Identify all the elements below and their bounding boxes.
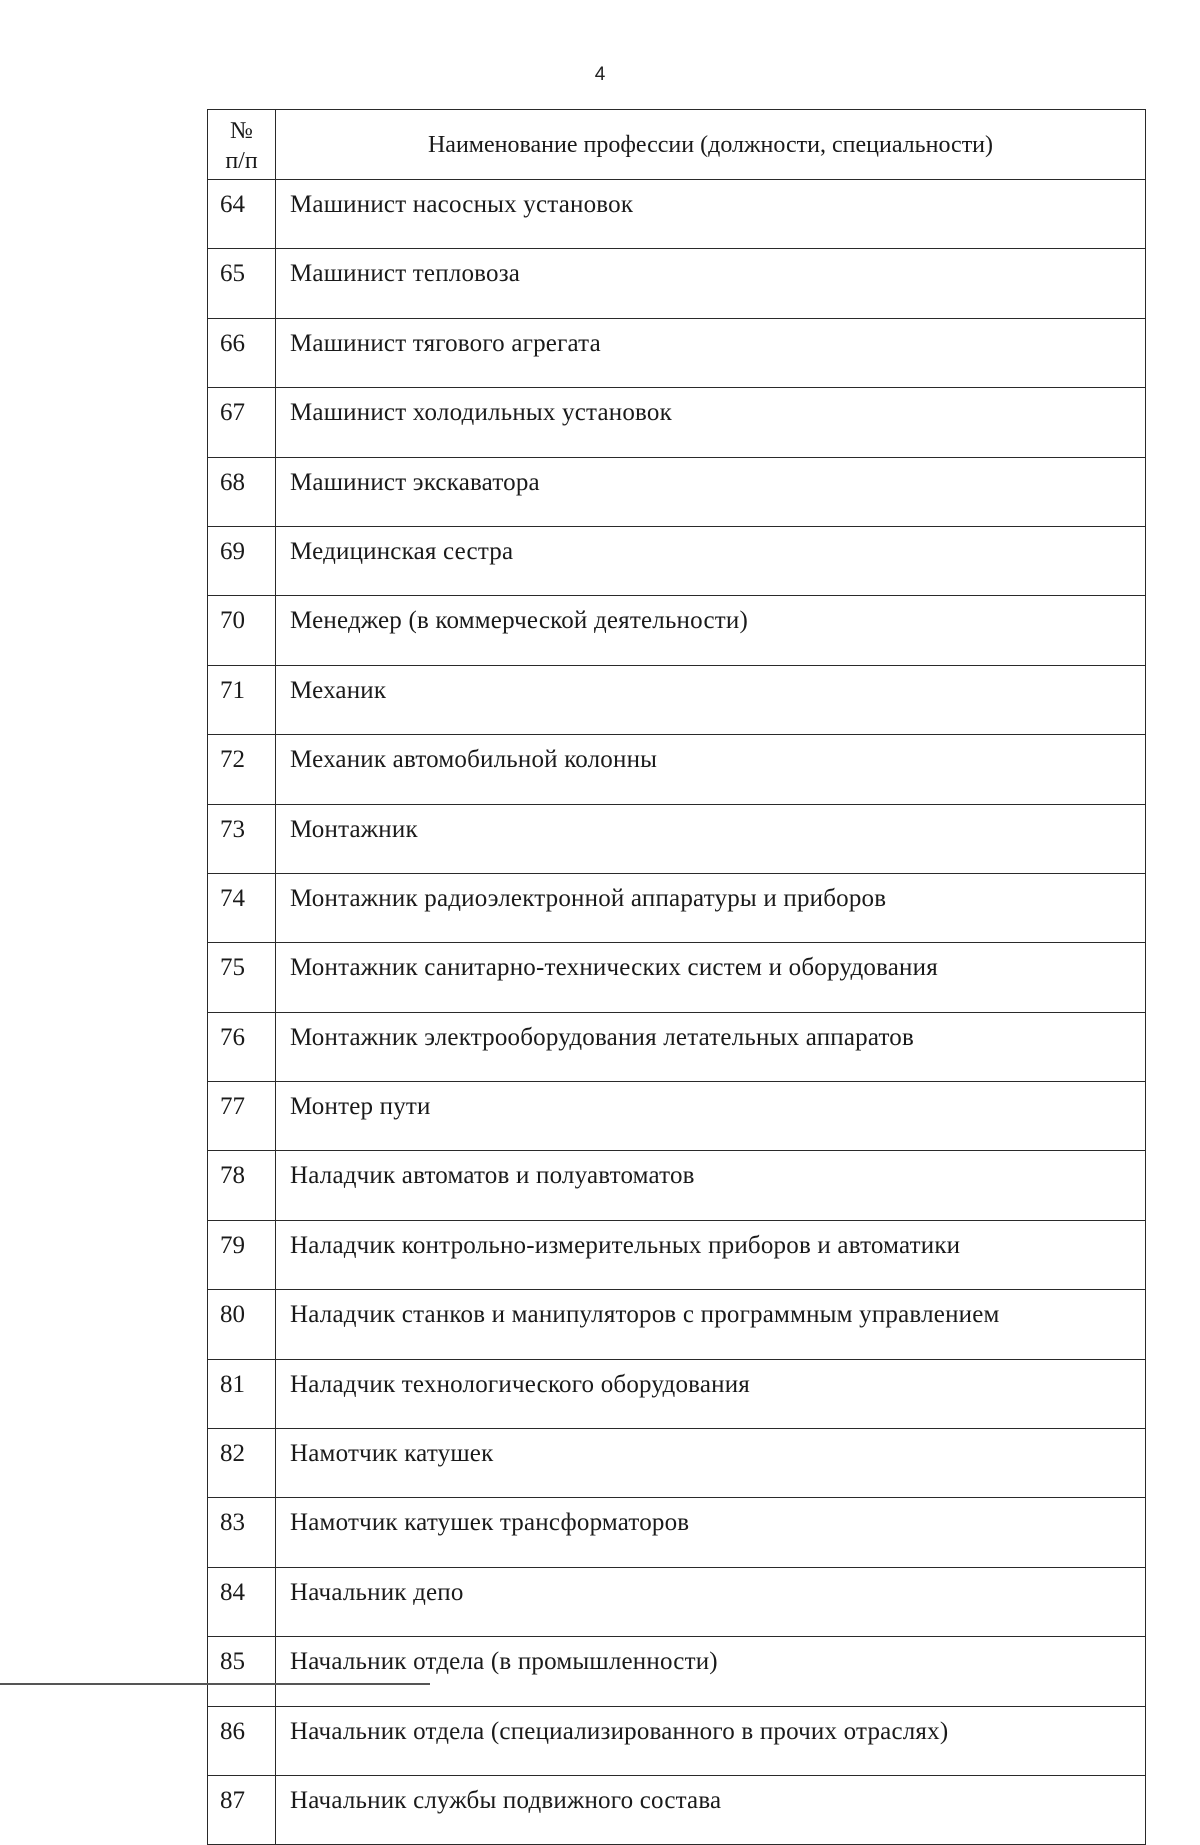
table-header: [208, 110, 1146, 180]
table-row: [208, 1775, 1146, 1844]
profession-name: Наладчик станков и манипуляторов с программным управлением: [276, 1290, 1146, 1359]
table-row: [208, 249, 1146, 318]
table-row: [208, 1012, 1146, 1081]
table-row: [208, 1151, 1146, 1220]
profession-name: Машинист тягового агрегата: [276, 318, 1146, 387]
profession-name: Монтер пути: [276, 1082, 1146, 1151]
header-name-column: Наименование профессии (должности, специальности): [276, 110, 1146, 180]
row-number: 84: [208, 1567, 276, 1636]
profession-name: Начальник отдела (специализированного в прочих отраслях): [276, 1706, 1146, 1775]
row-number: 67: [208, 388, 276, 457]
table-body: [208, 180, 1146, 1845]
row-number: 77: [208, 1082, 276, 1151]
profession-name: Механик автомобильной колонны: [276, 735, 1146, 804]
row-number: 85: [208, 1637, 276, 1706]
profession-name: Монтажник: [276, 804, 1146, 873]
row-number: 66: [208, 318, 276, 387]
table-row: [208, 596, 1146, 665]
profession-name: Наладчик автоматов и полуавтоматов: [276, 1151, 1146, 1220]
row-number: 71: [208, 665, 276, 734]
row-number: 74: [208, 873, 276, 942]
table-row: [208, 1359, 1146, 1428]
row-number: 64: [208, 180, 276, 249]
profession-name: Наладчик технологического оборудования: [276, 1359, 1146, 1428]
table-row: [208, 1290, 1146, 1359]
table-row: [208, 457, 1146, 526]
professions-table: [207, 109, 1146, 1845]
row-number: 68: [208, 457, 276, 526]
row-number: 81: [208, 1359, 276, 1428]
table-row: [208, 1082, 1146, 1151]
row-number: 65: [208, 249, 276, 318]
row-number: 72: [208, 735, 276, 804]
profession-name: Монтажник радиоэлектронной аппаратуры и приборов: [276, 873, 1146, 942]
header-row: [208, 110, 1146, 180]
profession-name: Менеджер (в коммерческой деятельности): [276, 596, 1146, 665]
page-number: 4: [594, 64, 606, 85]
table-row: [208, 943, 1146, 1012]
table-row: [208, 873, 1146, 942]
profession-name: Начальник службы подвижного состава: [276, 1775, 1146, 1844]
row-number: 75: [208, 943, 276, 1012]
profession-name: Машинист насосных установок: [276, 180, 1146, 249]
profession-name: Начальник отдела (в промышленности): [276, 1637, 1146, 1706]
table-row: [208, 1429, 1146, 1498]
profession-name: Машинист экскаватора: [276, 457, 1146, 526]
table-row: [208, 318, 1146, 387]
row-number: 78: [208, 1151, 276, 1220]
table-row: [208, 1220, 1146, 1289]
profession-name: Медицинская сестра: [276, 526, 1146, 595]
table-row: [208, 388, 1146, 457]
profession-name: Начальник депо: [276, 1567, 1146, 1636]
table-row: [208, 1637, 1146, 1706]
table-row: [208, 1567, 1146, 1636]
profession-name: Машинист тепловоза: [276, 249, 1146, 318]
table-row: [208, 735, 1146, 804]
table-row: [208, 665, 1146, 734]
table-row: [208, 1498, 1146, 1567]
profession-name: Намотчик катушек трансформаторов: [276, 1498, 1146, 1567]
table-row: [208, 804, 1146, 873]
row-number: 83: [208, 1498, 276, 1567]
table-row: [208, 526, 1146, 595]
row-number: 70: [208, 596, 276, 665]
row-number: 79: [208, 1220, 276, 1289]
profession-name: Машинист холодильных установок: [276, 388, 1146, 457]
bottom-rule: [0, 1683, 430, 1685]
profession-name: Механик: [276, 665, 1146, 734]
row-number: 73: [208, 804, 276, 873]
row-number: 69: [208, 526, 276, 595]
header-number-column: [208, 110, 276, 180]
row-number: 76: [208, 1012, 276, 1081]
profession-name: Монтажник санитарно-технических систем и оборудования: [276, 943, 1146, 1012]
row-number: 86: [208, 1706, 276, 1775]
row-number: 82: [208, 1429, 276, 1498]
profession-name: Намотчик катушек: [276, 1429, 1146, 1498]
table-row: [208, 1706, 1146, 1775]
row-number: 80: [208, 1290, 276, 1359]
header-number-symbol: №: [230, 117, 253, 144]
table-row: [208, 180, 1146, 249]
profession-name: Монтажник электрооборудования летательных аппаратов: [276, 1012, 1146, 1081]
row-number: 87: [208, 1775, 276, 1844]
profession-name: Наладчик контрольно-измерительных приборов и автоматики: [276, 1220, 1146, 1289]
header-number-abbr: п/п: [225, 147, 258, 174]
